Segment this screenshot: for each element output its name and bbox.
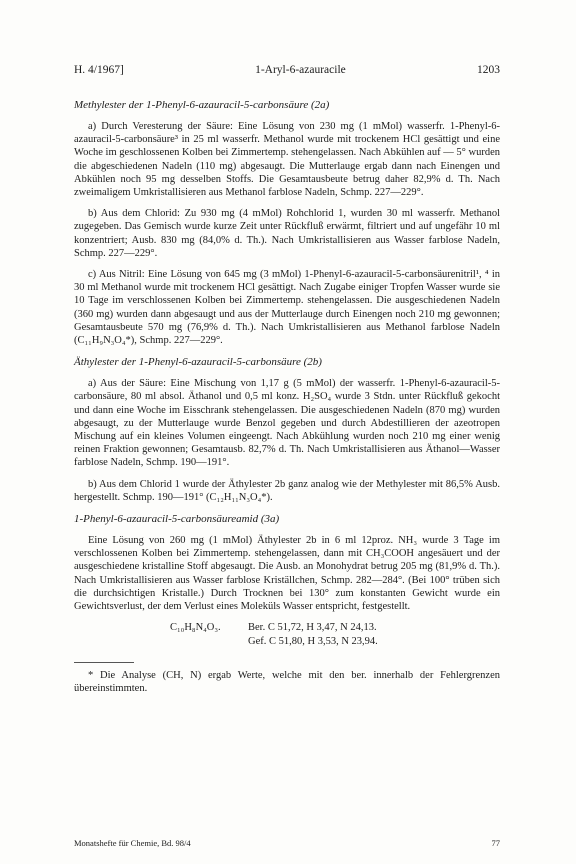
journal-name: Monatshefte für Chemie, Bd. 98/4 [74,838,191,848]
section-heading-2b: Äthylester der 1-Phenyl-6-azauracil-5-carbonsäure (2b) [74,356,322,369]
running-header [74,64,500,76]
paragraph-2b-b: b) Aus dem Chlorid 1 wurde der Äthylester 2b ganz analog wie der Methylester mit 86,5% Ausb. hergestellt. Schmp. 190—191° (C₁₂H₁₁N₃O₄*). [74,478,500,503]
footnote-divider [74,662,134,663]
page-number: 1203 [476,64,500,76]
section-heading-2a: Methylester der 1-Phenyl-6-azauracil-5-carbonsäure (2a) [74,99,330,111]
footnote: * Die Analyse (CH, N) ergab Werte, welche mit den ber. innerhalb der Fehlergrenzen übereinstimmten. [74,670,500,695]
analysis-found: Gef. C 51,80, H 3,53, N 23,94. [248,635,378,647]
analysis-calculated: Ber. C 51,72, H 3,47, N 24,13. [248,622,377,634]
page-footer [74,838,500,848]
paragraph-2a-a: a) Durch Veresterung der Säure: Eine Lösung von 230 mg (1 mMol) wasserfr. 1-Phenyl-6-azauracil-5-carbonsäure³ in 25 ml wasserfr. Methanol wurde mit trockenem HCl gesättigt und eine Woche im geschlossenen Kolben bei Zimmertemp. stehengelassen. Nach Abkühlen auf — 5° wurden die abgeschiedenen Nadeln (110 mg) abgesaugt. Die Mutterlauge ergab dann nach Einengen und Abkühlen noch 95 mg desselben Stoffs. Die Gesamtausbeute betrug daher 82,9% d. Th. Nach zweimaligem Umkristallisieren aus Methanol farblose Nadeln, Schmp. 227—229°. [74,121,500,199]
elemental-analysis [170,621,500,648]
page-content [74,64,500,703]
header-title: 1-Aryl-6-azauracile [255,64,346,76]
paragraph-2b-a: a) Aus der Säure: Eine Mischung von 1,17 g (5 mMol) der wasserfr. 1-Phenyl-6-azauracil-5-carbonsäure, 80 ml absol. Äthanol und 0,5 ml konz. H₂SO₄ wurde 3 Stdn. unter Rückfluß gekocht und dann eine Woche im Eisschrank stehengelassen. Die ausgeschiedenen Nadeln (870 mg) wurden abgesaugt, zu der Mutterlauge wurde Benzol gegeben und durch Abdestillieren der azeotropen Mischung auf ein kleines Volumen eingeengt. Nach Abkühlung wurden noch 210 mg einer wenig reinen Fraktion gewonnen; Gesamtausb. 82,7% d. Th. Nach Umkristallisieren aus Äthanol—Wasser farblose Nadeln, Schmp. 190—191°. [74,378,500,469]
paragraph-2a-b: b) Aus dem Chlorid: Zu 930 mg (4 mMol) Rohchlorid 1, wurden 30 ml wasserfr. Methanol zugegeben. Das Gemisch wurde kurze Zeit unter Rückfluß erwärmt, filtriert und auf ungefähr 10 ml konzentriert; Ausb. 830 mg (84,0% d. Th.). Nach Umkristallisieren aus Wasser farblose Nadeln, Schmp. 227—229°. [74,208,500,259]
paragraph-3a: Eine Lösung von 260 mg (1 mMol) Äthylester 2b in 6 ml 12proz. NH₃ wurde 3 Tage im verschlossenen Kolben bei Zimmertemp. stehengelassen, dann mit CH₃COOH angesäuert und der ausgeschiedene kristalline Stoff abgesaugt. Die Ausb. an Monohydrat betrug 205 mg (81,9% d. Th.). Nach Umkristallisieren aus Wasser farblose Kriställchen, Schmp. 282—284°. (Bei 100° trüben sich die durchsichtigen Kristalle.) Durch Trocknen bei 130° zum konstanten Gewicht wurde ein Gewichtsverlust, der dem Verlust eines Moleküls Wasser entspricht, festgestellt. [74,535,500,613]
analysis-formula: C₁₀H₈N₄O₃. [170,622,221,634]
footer-page-number: 77 [491,838,500,848]
header-issue: H. 4/1967] [74,64,124,76]
section-heading-3a: 1-Phenyl-6-azauracil-5-carbonsäureamid (3a) [74,513,280,526]
paragraph-2a-c: c) Aus Nitril: Eine Lösung von 645 mg (3 mMol) 1-Phenyl-6-azauracil-5-carbonsäurenitril¹, ⁴ in 30 ml Methanol wurde mit trockenem HCl gesättigt. Nach Zugabe einiger Tropfen Wasser wurde sie 10 Tage im verschlossenen Kolben bei Zimmertemp. stehengelassen. Die ausgeschiedenen Nadeln (360 mg) wurden dann abgesaugt und aus der Mutterlauge durch Einengen noch 210 mg gewonnen; Gesamtausbeute 570 mg (76,9% d. Th.). Nach Umkristallisieren aus Methanol farblose Nadeln (C₁₁H₉N₃O₄*), Schmp. 227—229°. [74,269,500,347]
